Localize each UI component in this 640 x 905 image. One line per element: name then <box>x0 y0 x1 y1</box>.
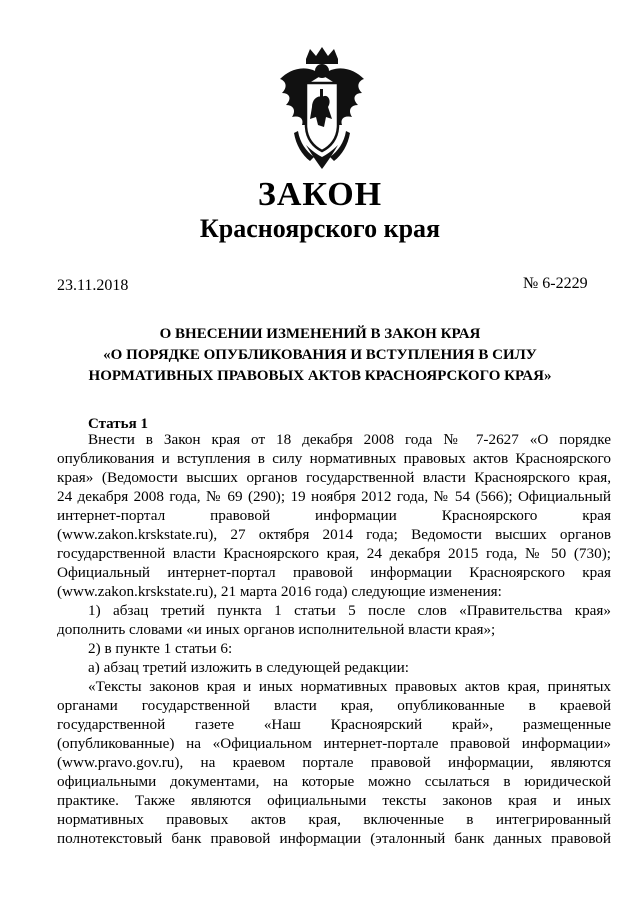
law-heading-line: «О ПОРЯДКЕ ОПУБЛИКОВАНИЯ И ВСТУПЛЕНИЯ В СИЛУ <box>103 347 537 363</box>
text-line: (опубликованные) на «Официальном интернет-портале правовой информации» <box>57 735 611 752</box>
text-line: 2) в пункте 1 статьи 6: <box>88 640 233 657</box>
text-line: 24 декабря 2008 года, № 69 (290); 19 ноября 2012 года, № 54 (566); Официальный <box>57 488 611 505</box>
text-line: органами государственной власти края, опубликованные в краевой <box>57 697 611 714</box>
text-line: интернет-портал правовой информации Красноярского края <box>57 507 611 524</box>
text-line: государственной газете «Наш Красноярский край», размещенные <box>57 716 611 733</box>
text-line: Внести в Закон края от 18 декабря 2008 года № 7-2627 «О порядке <box>88 431 611 448</box>
text-line: Официальный интернет-портал правовой информации Красноярского края <box>57 564 611 581</box>
text-line: 1) абзац третий пункта 1 статьи 5 после слов «Правительства края» <box>88 602 611 619</box>
text-line: дополнить словами «и иных органов исполнительной власти края»; <box>57 621 496 638</box>
article-title: Статья 1 <box>88 416 148 432</box>
document-title: ЗАКОН <box>257 176 383 213</box>
law-heading-line: О ВНЕСЕНИИ ИЗМЕНЕНИЙ В ЗАКОН КРАЯ <box>159 326 481 342</box>
text-line: (www.zakon.krskstate.ru), 27 октября 2014 года; Ведомости высших органов <box>57 526 611 543</box>
coat-of-arms-emblem <box>276 45 368 175</box>
text-line: официальными документами, на которые можно ссылаться в юридической <box>57 773 611 790</box>
text-line: края» (Ведомости высших органов государственной власти Красноярского края, <box>57 469 611 486</box>
text-line: практике. Также являются официальными тексты законов края и иных <box>57 792 611 809</box>
document-number: № 6-2229 <box>523 275 588 292</box>
text-line: (www.zakon.krskstate.ru), 21 марта 2016 года) следующие изменения: <box>57 583 502 600</box>
text-line: (www.pravo.gov.ru), на краевом портале правовой информации, являются <box>57 754 611 771</box>
text-line: опубликования и вступления в силу нормативных правовых актов Красноярского <box>57 450 611 467</box>
law-heading-line: НОРМАТИВНЫХ ПРАВОВЫХ АКТОВ КРАСНОЯРСКОГО КРАЯ» <box>88 368 552 384</box>
text-line: нормативных правовых актов края, включенные в интегрированный <box>57 811 611 828</box>
text-line: полнотекстовый банк правовой информации (эталонный банк данных правовой <box>57 830 611 847</box>
document-date: 23.11.2018 <box>57 277 129 294</box>
text-line: государственной власти Красноярского края, 24 декабря 2015 года, № 50 (730); <box>57 545 611 562</box>
document-subtitle: Красноярского края <box>199 214 441 243</box>
text-line: а) абзац третий изложить в следующей редакции: <box>88 659 409 676</box>
text-line: «Тексты законов края и иных нормативных правовых актов края, принятых <box>88 678 611 695</box>
